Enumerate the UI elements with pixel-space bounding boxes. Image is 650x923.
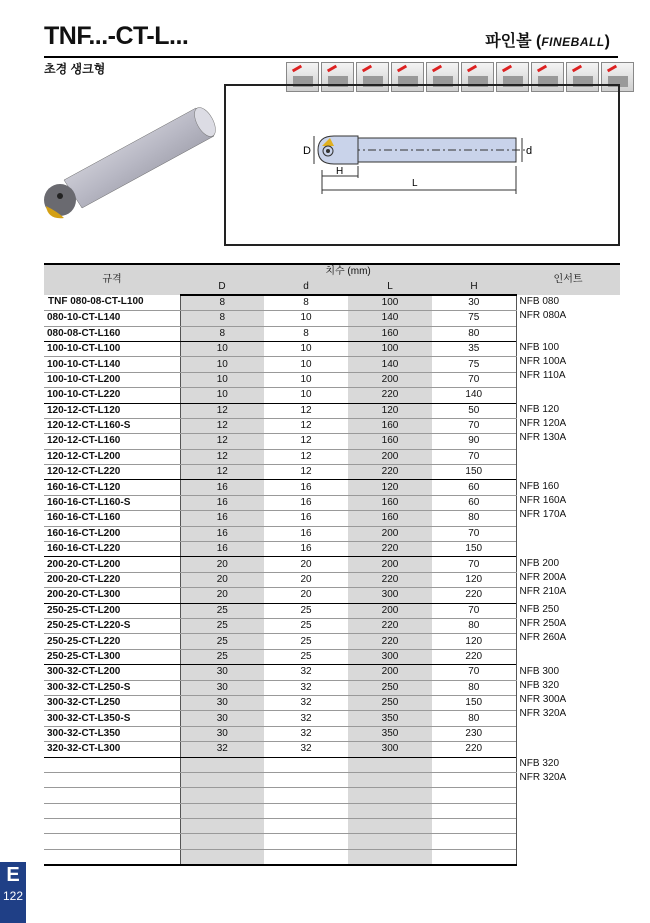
dim-L-cell: 160 [348, 326, 432, 341]
dim-H-cell: 90 [432, 434, 516, 449]
dim-H-cell [432, 757, 516, 772]
dim-D-cell: 25 [180, 618, 264, 633]
dim-L-cell [348, 819, 432, 834]
dim-L-cell: 140 [348, 357, 432, 372]
brand-paren-open: ( [536, 33, 542, 50]
model-cell [44, 772, 180, 787]
model-cell: 300-32-CT-L250 [44, 695, 180, 710]
model-cell: 250-25-CT-L300 [44, 649, 180, 664]
dim-d-cell: 25 [264, 649, 348, 664]
dim-d-cell [264, 849, 348, 865]
dim-H-cell [432, 772, 516, 787]
model-cell: 080-10-CT-L140 [44, 311, 180, 326]
dim-H-cell: 70 [432, 557, 516, 572]
model-cell: 120-12-CT-L160-S [44, 418, 180, 433]
brand-label [485, 28, 610, 51]
dim-D-cell [180, 834, 264, 849]
dim-D-cell: 12 [180, 449, 264, 464]
model-cell [44, 849, 180, 865]
dim-d-cell: 12 [264, 465, 348, 480]
dim-L-cell: 220 [348, 634, 432, 649]
dim-H-cell: 150 [432, 695, 516, 710]
insert-text: NFB 200 NFR 200A NFR 210A [519, 557, 567, 597]
model-cell: 300-32-CT-L200 [44, 665, 180, 680]
dim-L-cell: 350 [348, 711, 432, 726]
dim-D-cell [180, 849, 264, 865]
dim-D-cell: 20 [180, 557, 264, 572]
spec-table-body [44, 295, 620, 865]
dim-d-cell: 20 [264, 588, 348, 603]
dim-H-cell: 80 [432, 618, 516, 633]
dim-H-cell [432, 834, 516, 849]
dim-D-cell: 25 [180, 634, 264, 649]
brand-paren-close: ) [604, 33, 610, 50]
dim-L-cell: 200 [348, 449, 432, 464]
dim-d-cell: 8 [264, 295, 348, 311]
dim-d-cell: 32 [264, 742, 348, 757]
model-cell: 100-10-CT-L100 [44, 341, 180, 356]
label-L: L [412, 178, 418, 189]
insert-cell [516, 557, 620, 603]
page-title: TNF...-CT-L... [44, 22, 189, 50]
dim-d-cell: 32 [264, 726, 348, 741]
dim-D-cell: 12 [180, 434, 264, 449]
dim-L-cell: 250 [348, 680, 432, 695]
dim-L-cell: 300 [348, 649, 432, 664]
dim-D-cell [180, 788, 264, 803]
dim-L-cell: 300 [348, 742, 432, 757]
dim-H-cell: 35 [432, 341, 516, 356]
model-cell [44, 788, 180, 803]
dim-D-cell: 16 [180, 480, 264, 495]
dim-d-cell [264, 834, 348, 849]
dim-H-cell: 70 [432, 665, 516, 680]
brand-en: FINEBALL [541, 35, 605, 49]
dim-d-cell [264, 819, 348, 834]
dim-H-cell: 60 [432, 495, 516, 510]
model-cell: 250-25-CT-L220 [44, 634, 180, 649]
insert-text: NFB 080 NFR 080A [519, 295, 567, 321]
insert-cell [516, 403, 620, 480]
model-cell [44, 834, 180, 849]
model-cell [44, 819, 180, 834]
spec-table [44, 263, 620, 866]
dim-d-cell: 10 [264, 388, 348, 403]
header-insert: 인서트 [516, 264, 620, 295]
insert-cell [516, 665, 620, 757]
dim-D-cell: 20 [180, 588, 264, 603]
dim-L-cell: 160 [348, 511, 432, 526]
dim-D-cell [180, 757, 264, 772]
dim-L-cell: 350 [348, 726, 432, 741]
model-cell: 200-20-CT-L200 [44, 557, 180, 572]
dim-H-cell [432, 803, 516, 818]
insert-text: NFB 120 NFR 120A NFR 130A [519, 404, 567, 444]
model-cell: 250-25-CT-L200 [44, 603, 180, 618]
insert-text: NFB 100 NFR 100A NFR 110A [519, 342, 567, 382]
dim-d-cell [264, 757, 348, 772]
insert-text: NFB 300 NFB 320 NFR 300A NFR 320A [519, 665, 567, 719]
dim-H-cell: 220 [432, 742, 516, 757]
dim-L-cell: 220 [348, 618, 432, 633]
subtitle: 초경 생크형 [44, 62, 106, 76]
dim-H-cell: 80 [432, 711, 516, 726]
dim-D-cell: 30 [180, 695, 264, 710]
table-row [44, 603, 620, 618]
dim-D-cell: 30 [180, 711, 264, 726]
insert-cell [516, 295, 620, 342]
dim-L-cell: 160 [348, 418, 432, 433]
dim-L-cell [348, 788, 432, 803]
dim-D-cell: 8 [180, 326, 264, 341]
dim-L-cell: 140 [348, 311, 432, 326]
dim-d-cell: 20 [264, 557, 348, 572]
dim-H-cell: 70 [432, 449, 516, 464]
header-spec: 규격 [44, 264, 180, 295]
dim-L-cell: 200 [348, 557, 432, 572]
insert-text: NFB 320 NFR 320A [519, 758, 567, 783]
header-dims: 치수 (mm) [180, 264, 516, 279]
dim-H-cell: 75 [432, 311, 516, 326]
dim-H-cell: 150 [432, 542, 516, 557]
dim-H-cell: 50 [432, 403, 516, 418]
dim-d-cell: 25 [264, 634, 348, 649]
dim-d-cell: 16 [264, 526, 348, 541]
dim-d-cell [264, 772, 348, 787]
model-cell: TNF 080-08-CT-L100 [44, 295, 180, 311]
dim-L-cell: 200 [348, 526, 432, 541]
dim-H-cell: 140 [432, 388, 516, 403]
model-cell: 100-10-CT-L200 [44, 372, 180, 387]
label-H: H [336, 166, 344, 177]
dim-L-cell: 220 [348, 542, 432, 557]
dim-d-cell: 25 [264, 603, 348, 618]
model-cell: 100-10-CT-L220 [44, 388, 180, 403]
header-H: H [432, 279, 516, 294]
dim-L-cell: 160 [348, 434, 432, 449]
dim-H-cell: 220 [432, 588, 516, 603]
dim-D-cell: 16 [180, 542, 264, 557]
model-cell: 320-32-CT-L300 [44, 742, 180, 757]
dim-L-cell [348, 849, 432, 865]
dim-L-cell: 200 [348, 665, 432, 680]
model-cell: 160-16-CT-L200 [44, 526, 180, 541]
model-cell: 160-16-CT-L120 [44, 480, 180, 495]
dim-D-cell: 16 [180, 526, 264, 541]
dim-D-cell: 12 [180, 403, 264, 418]
dim-d-cell: 16 [264, 542, 348, 557]
dim-d-cell [264, 803, 348, 818]
model-cell: 200-20-CT-L300 [44, 588, 180, 603]
dim-H-cell: 80 [432, 680, 516, 695]
dim-H-cell: 120 [432, 634, 516, 649]
label-D: D [303, 145, 311, 157]
dim-H-cell [432, 788, 516, 803]
dim-d-cell: 32 [264, 680, 348, 695]
dim-L-cell: 220 [348, 465, 432, 480]
model-cell: 080-08-CT-L160 [44, 326, 180, 341]
dim-D-cell: 12 [180, 465, 264, 480]
model-cell: 120-12-CT-L200 [44, 449, 180, 464]
dim-d-cell: 10 [264, 372, 348, 387]
dim-D-cell: 10 [180, 357, 264, 372]
dim-D-cell: 25 [180, 649, 264, 664]
table-row [44, 480, 620, 495]
dim-d-cell: 16 [264, 511, 348, 526]
dim-H-cell: 70 [432, 418, 516, 433]
dim-H-cell: 70 [432, 372, 516, 387]
dim-d-cell: 32 [264, 711, 348, 726]
dim-d-cell: 20 [264, 572, 348, 587]
dim-D-cell: 10 [180, 388, 264, 403]
dim-H-cell: 80 [432, 326, 516, 341]
table-row [44, 665, 620, 680]
dim-L-cell: 220 [348, 388, 432, 403]
dim-D-cell [180, 803, 264, 818]
dim-d-cell: 12 [264, 418, 348, 433]
model-cell: 120-12-CT-L220 [44, 465, 180, 480]
dim-L-cell: 100 [348, 295, 432, 311]
dim-d-cell: 32 [264, 665, 348, 680]
model-cell: 160-16-CT-L160 [44, 511, 180, 526]
table-row [44, 403, 620, 418]
model-cell: 160-16-CT-L220 [44, 542, 180, 557]
dim-H-cell: 60 [432, 480, 516, 495]
dim-d-cell: 10 [264, 357, 348, 372]
dimension-diagram [224, 84, 620, 246]
dim-D-cell: 16 [180, 511, 264, 526]
dim-D-cell: 8 [180, 311, 264, 326]
page-number: 122 [2, 889, 24, 903]
dim-L-cell: 100 [348, 341, 432, 356]
table-row [44, 341, 620, 356]
model-cell: 120-12-CT-L120 [44, 403, 180, 418]
header-d: d [264, 279, 348, 294]
dim-d-cell: 10 [264, 311, 348, 326]
section-tab [0, 862, 26, 923]
dim-H-cell: 70 [432, 526, 516, 541]
section-letter: E [6, 864, 20, 886]
dim-L-cell [348, 834, 432, 849]
insert-text: NFB 160 NFR 160A NFR 170A [519, 480, 567, 520]
dim-d-cell: 12 [264, 434, 348, 449]
dim-H-cell [432, 849, 516, 865]
dim-D-cell: 16 [180, 495, 264, 510]
dim-D-cell: 30 [180, 665, 264, 680]
dim-d-cell: 16 [264, 495, 348, 510]
dim-L-cell: 200 [348, 603, 432, 618]
dim-d-cell: 8 [264, 326, 348, 341]
model-cell: 200-20-CT-L220 [44, 572, 180, 587]
insert-cell [516, 757, 620, 865]
dim-D-cell: 8 [180, 295, 264, 311]
dim-d-cell: 25 [264, 618, 348, 633]
dim-D-cell: 30 [180, 726, 264, 741]
label-d: d [526, 145, 533, 157]
dim-D-cell: 25 [180, 603, 264, 618]
dim-D-cell: 10 [180, 341, 264, 356]
dim-D-cell: 32 [180, 742, 264, 757]
dim-d-cell: 12 [264, 403, 348, 418]
dim-H-cell: 30 [432, 295, 516, 311]
insert-cell [516, 603, 620, 665]
blank-row [44, 757, 620, 772]
dim-d-cell [264, 788, 348, 803]
table-row [44, 295, 620, 311]
dim-H-cell: 220 [432, 649, 516, 664]
dim-d-cell: 32 [264, 695, 348, 710]
dim-H-cell: 80 [432, 511, 516, 526]
dim-L-cell [348, 757, 432, 772]
model-cell: 300-32-CT-L350-S [44, 711, 180, 726]
dim-H-cell [432, 819, 516, 834]
dim-D-cell: 10 [180, 372, 264, 387]
dim-H-cell: 75 [432, 357, 516, 372]
insert-text: NFB 250 NFR 250A NFR 260A [519, 604, 567, 644]
insert-cell [516, 480, 620, 557]
tool-render-image [36, 96, 226, 226]
dim-H-cell: 120 [432, 572, 516, 587]
dim-d-cell: 10 [264, 341, 348, 356]
insert-cell [516, 341, 620, 403]
dim-H-cell: 150 [432, 465, 516, 480]
dim-D-cell [180, 819, 264, 834]
dim-L-cell: 160 [348, 495, 432, 510]
dim-L-cell: 120 [348, 403, 432, 418]
dim-d-cell: 16 [264, 480, 348, 495]
dim-D-cell: 30 [180, 680, 264, 695]
dimension-drawing [226, 86, 618, 244]
model-cell [44, 757, 180, 772]
dim-L-cell: 250 [348, 695, 432, 710]
model-cell: 120-12-CT-L160 [44, 434, 180, 449]
dim-d-cell: 12 [264, 449, 348, 464]
table-row [44, 557, 620, 572]
model-cell [44, 803, 180, 818]
dim-L-cell [348, 772, 432, 787]
model-cell: 300-32-CT-L350 [44, 726, 180, 741]
dim-D-cell [180, 772, 264, 787]
dim-L-cell: 200 [348, 372, 432, 387]
dim-H-cell: 70 [432, 603, 516, 618]
dim-L-cell: 300 [348, 588, 432, 603]
title-rule [44, 56, 618, 58]
header-D: D [180, 279, 264, 294]
dim-D-cell: 12 [180, 418, 264, 433]
dim-D-cell: 20 [180, 572, 264, 587]
dim-L-cell: 120 [348, 480, 432, 495]
header-L: L [348, 279, 432, 294]
brand-ko: 파인볼 [485, 33, 532, 50]
dim-H-cell: 230 [432, 726, 516, 741]
model-cell: 100-10-CT-L140 [44, 357, 180, 372]
dim-L-cell: 220 [348, 572, 432, 587]
model-cell: 250-25-CT-L220-S [44, 618, 180, 633]
model-cell: 300-32-CT-L250-S [44, 680, 180, 695]
dim-L-cell [348, 803, 432, 818]
model-cell: 160-16-CT-L160-S [44, 495, 180, 510]
